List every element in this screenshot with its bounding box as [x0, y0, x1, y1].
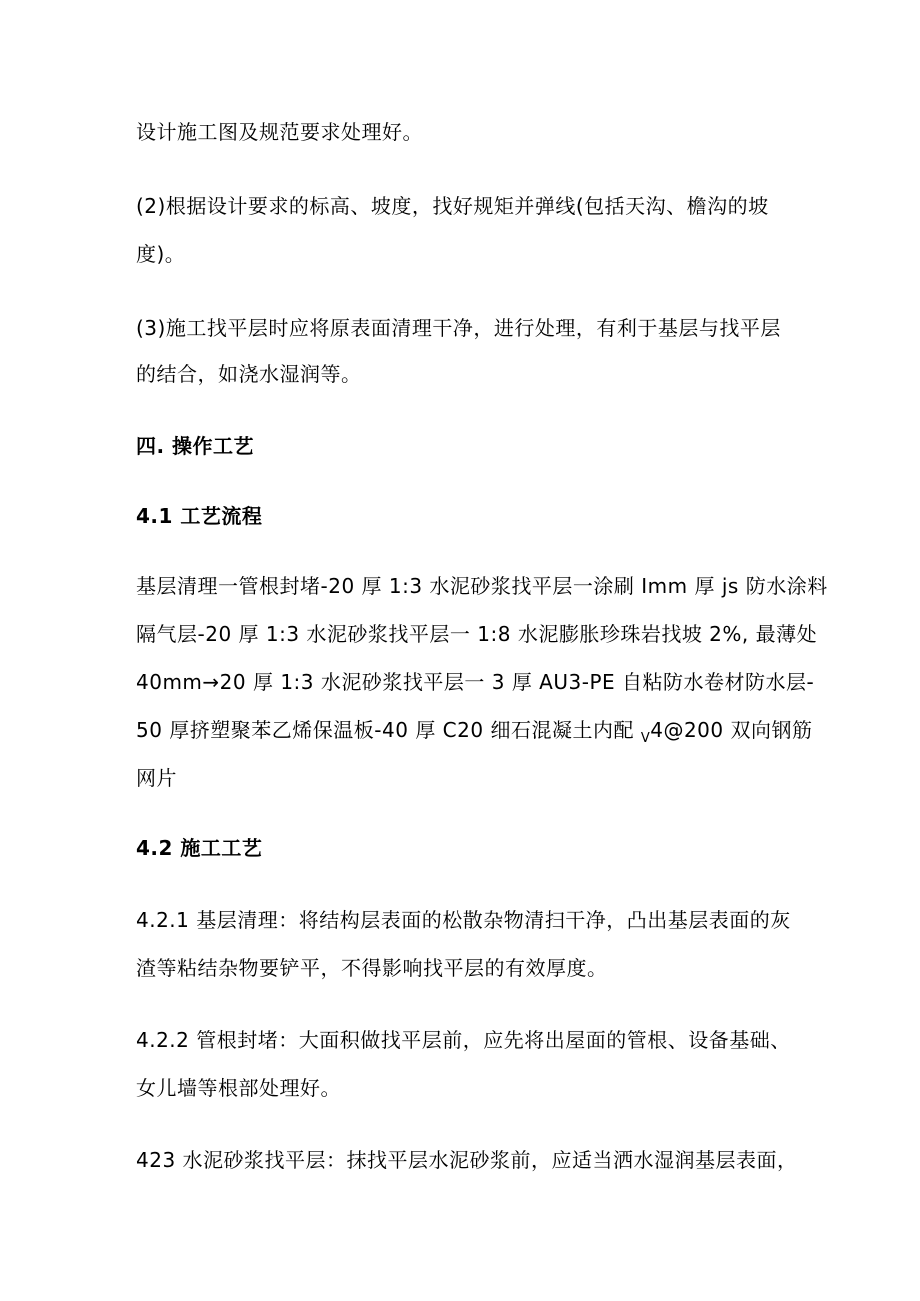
section-4-2-heading: 4.2 施工工艺	[136, 836, 263, 860]
item-4-2-2-line-2: 女儿墙等根部处理好。	[136, 1076, 341, 1100]
intro-line-1: 设计施工图及规范要求处理好。	[136, 120, 423, 144]
para-2-line-1: (2)根据设计要求的标高、坡度，找好规矩并弹线(包括天沟、檐沟的坡	[136, 194, 769, 218]
rebar-symbol: V	[640, 731, 651, 746]
item-4-2-2-line-1: 4.2.2 管根封堵：大面积做找平层前，应先将出屋面的管根、设备基础、	[136, 1028, 791, 1052]
process-flow-line-2: 隔气层-20 厚 1:3 水泥砂浆找平层一 1:8 水泥膨胀珍珠岩找坡 2%, 最薄处	[136, 622, 818, 646]
item-4-2-3-line-1: 423 水泥砂浆找平层：抹找平层水泥砂浆前，应适当洒水湿润基层表面，	[136, 1148, 798, 1172]
para-3-line-2: 的结合，如浇水湿润等。	[136, 362, 362, 386]
process-flow-line-4	[136, 716, 813, 748]
item-4-2-1-line-1: 4.2.1 基层清理：将结构层表面的松散杂物清扫干净，凸出基层表面的灰	[136, 908, 791, 932]
section-4-1-heading: 4.1 工艺流程	[136, 504, 263, 528]
section-4-heading: 四. 操作工艺	[136, 434, 255, 458]
process-flow-line-4-part-1: 50 厚挤塑聚苯乙烯保温板-40 厚 C20 细石混凝土内配	[136, 718, 641, 742]
item-4-2-1-line-2: 渣等粘结杂物要铲平，不得影响找平层的有效厚度。	[136, 956, 608, 980]
process-flow-line-1: 基层清理一管根封堵-20 厚 1:3 水泥砂浆找平层一涂刷 Imm 厚 js 防水涂料	[136, 574, 828, 598]
para-3-line-1: (3)施工找平层时应将原表面清理干净，进行处理，有利于基层与找平层	[136, 316, 781, 340]
process-flow-line-4-part-2: 4@200 双向钢筋	[650, 718, 813, 742]
para-2-line-2: 度)。	[136, 242, 186, 266]
process-flow-line-5: 网片	[136, 766, 177, 790]
process-flow-line-3: 40mm→20 厚 1:3 水泥砂浆找平层一 3 厚 AU3-PE 自粘防水卷材防水层-	[136, 670, 815, 694]
